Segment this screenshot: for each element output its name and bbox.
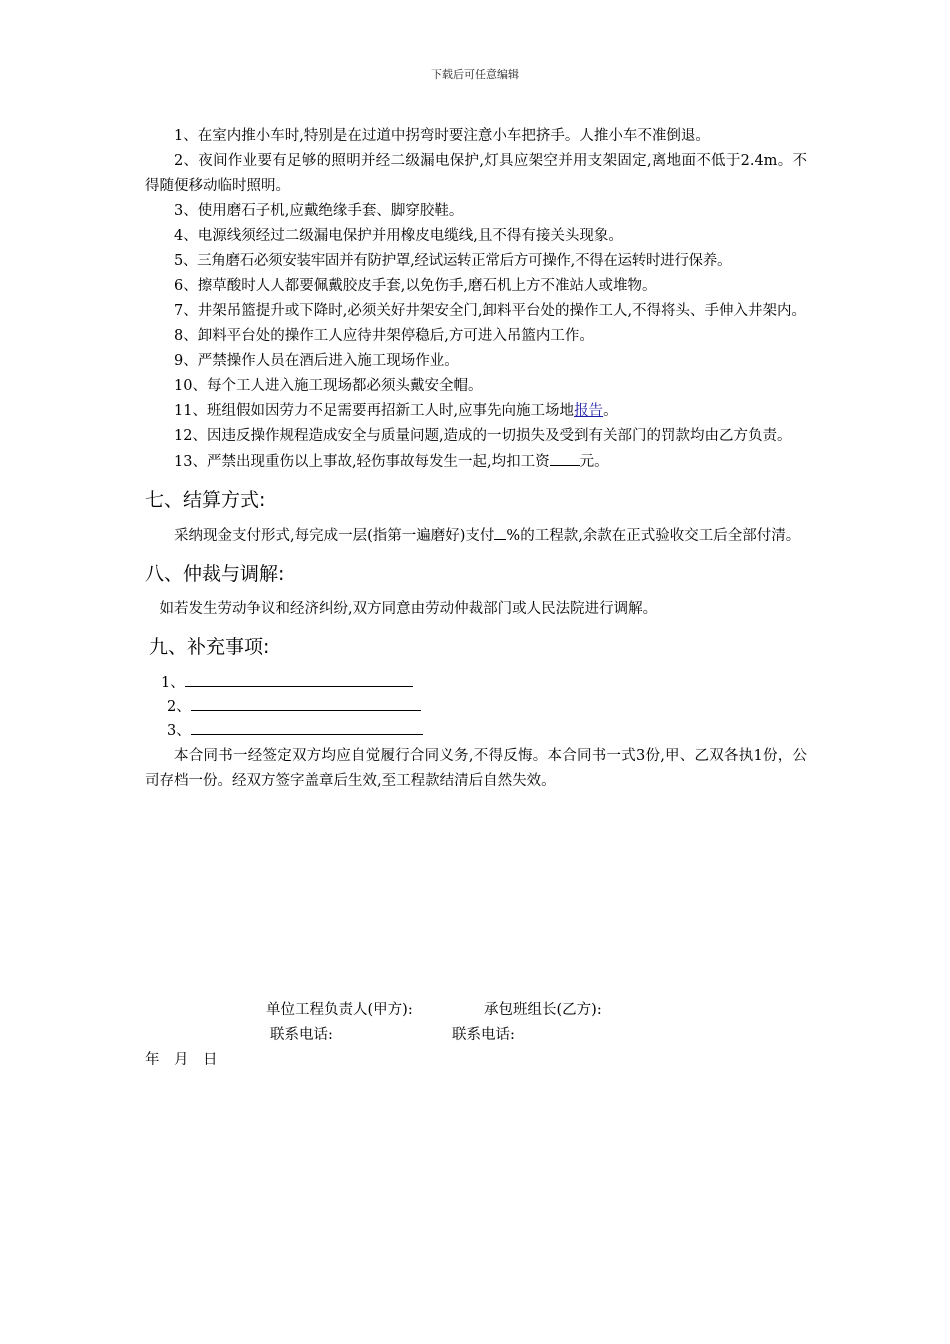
rule-11-end: 。 — [603, 403, 618, 419]
rule-6: 6、擦草酸时人人都要佩戴胶皮手套,以免伤手,磨石机上方不准站人或堆物。 — [174, 278, 657, 294]
rule-4: 4、电源线须经过二级漏电保护并用橡皮电缆线,且不得有接关头现象。 — [174, 228, 623, 244]
phone-a-label: 联系电话: — [270, 1027, 333, 1043]
supplement-line-2 — [191, 694, 421, 711]
supplement-line-1 — [185, 670, 413, 687]
section-9-title: 九、补充事项: — [149, 636, 270, 658]
supplement-item-2-label: 2、 — [167, 699, 191, 715]
supplement-item-2 — [145, 694, 807, 718]
rule-9: 9、严禁操作人员在酒后进入施工现场作业。 — [174, 353, 459, 369]
supplement-line-3 — [191, 718, 423, 735]
rule-13-text: 13、严禁出现重伤以上事故,轻伤事故每发生一起,均扣工资 — [174, 454, 550, 470]
phone-b-label: 联系电话: — [452, 1027, 515, 1043]
section-7-text-end: %的工程款,余款在正式验收交工后全部付清。 — [506, 528, 801, 544]
contract-body — [145, 124, 807, 794]
section-7-title: 七、结算方式: — [145, 489, 266, 511]
report-link[interactable]: 报告 — [574, 403, 604, 419]
rule-11-text: 11、班组假如因劳力不足需要再招新工人时,应事先向施工场地 — [174, 403, 575, 419]
rule-11 — [145, 399, 807, 424]
date-label: 年 月 日 — [145, 1052, 218, 1068]
supplement-item-1 — [145, 670, 807, 694]
wage-deduction-blank — [550, 449, 580, 466]
closing-paragraph: 本合同书一经签定双方均应自觉履行合同义务,不得反悔。本合同书一式3份,甲、乙双各执1份，公司存档一份。经双方签字盖章后生效,至工程款结清后自然失效。 — [145, 748, 807, 789]
rule-13 — [145, 449, 807, 475]
rule-8: 8、卸料平台处的操作工人应待井架停稳后,方可进入吊篮内工作。 — [174, 328, 594, 344]
section-8-body: 如若发生劳动争议和经济纠纷,双方同意由劳动仲裁部门或人民法院进行调解。 — [159, 601, 658, 617]
rule-13-end: 元。 — [579, 454, 609, 470]
rule-5: 5、三角磨石必须安装牢固并有防护罩,经试运转正常后方可操作,不得在运转时进行保养。 — [174, 253, 732, 269]
supplement-item-1-label: 1、 — [161, 675, 185, 691]
supplement-item-3-label: 3、 — [167, 723, 191, 739]
rule-1: 1、在室内推小车时,特别是在过道中拐弯时要注意小车把挤手。人推小车不准倒退。 — [174, 128, 710, 144]
page-header: 下载后可任意编辑 — [431, 68, 519, 81]
rule-10: 10、每个工人进入施工现场都必须头戴安全帽。 — [174, 378, 483, 394]
percent-blank — [494, 523, 506, 540]
rule-3: 3、使用磨石子机,应戴绝缘手套、脚穿胶鞋。 — [174, 203, 464, 219]
party-b-label: 承包班组长(乙方): — [484, 1002, 602, 1018]
supplement-item-3 — [145, 718, 807, 742]
party-a-label: 单位工程负责人(甲方): — [266, 1002, 413, 1018]
section-7-text: 采纳现金支付形式,每完成一层(指第一遍磨好)支付 — [174, 528, 495, 544]
section-7-body — [145, 523, 807, 549]
section-8-title: 八、仲裁与调解: — [145, 563, 285, 585]
rule-7: 7、井架吊篮提升或下降时,必须关好井架安全门,卸料平台处的操作工人,不得将头、手伸入井架内。 — [174, 303, 807, 319]
rule-2: 2、夜间作业要有足够的照明并经二级漏电保护,灯具应架空并用支架固定,离地面不低于2.4m。不得随便移动临时照明。 — [145, 153, 807, 194]
rule-12: 12、因违反操作规程造成安全与质量问题,造成的一切损失及受到有关部门的罚款均由乙方负责。 — [174, 428, 792, 444]
